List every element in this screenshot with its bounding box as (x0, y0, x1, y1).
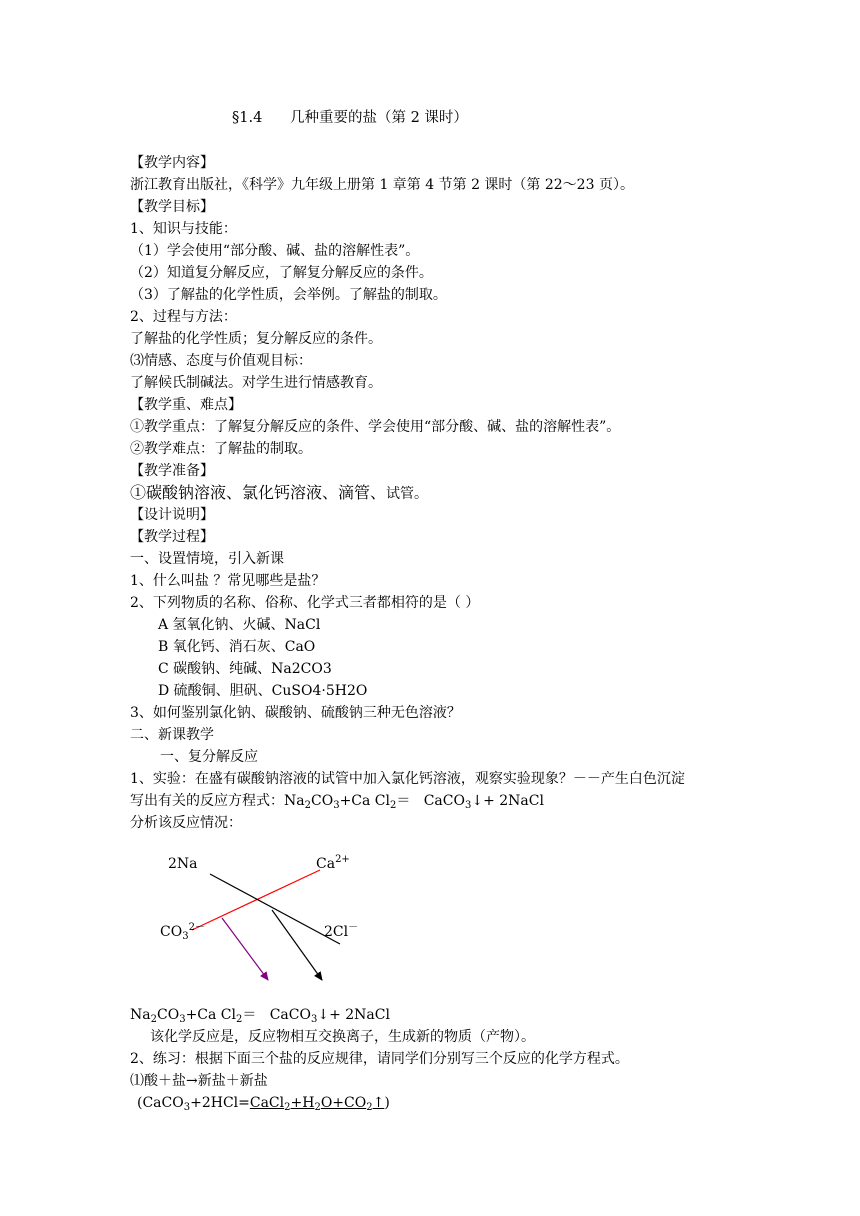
option-d: D 硫酸铜、胆矾、CuSO4·5H2O (158, 683, 368, 699)
black-line (210, 874, 340, 944)
goal-1a: （1）学会使用“部分酸、碱、盐的溶解性表”。 (130, 243, 420, 259)
heading-process: 【教学过程】 (130, 529, 214, 545)
heading-design: 【设计说明】 (130, 507, 214, 523)
content-text: 浙江教育出版社，《科学》九年级上册第 1 章第 4 节第 2 课时（第 22～23 页）。 (130, 177, 634, 193)
purple-arrow (222, 918, 268, 980)
goal-2: 2、过程与方法： (130, 309, 237, 325)
exercise-2: 2、练习：根据下面三个盐的反应规律，请同学们分别写三个反应的化学方程式。 (130, 1051, 629, 1067)
equation-intro: 写出有关的反应方程式： (130, 793, 284, 809)
conclusion: 该化学反应是，反应物相互交换离子，生成新的物质（产物）。 (150, 1029, 535, 1045)
heading-goals: 【教学目标】 (130, 199, 214, 215)
ion-co3: $CO_3^{2-}$ (160, 922, 205, 942)
heading-key-points: 【教学重、难点】 (130, 397, 242, 413)
red-line (192, 870, 320, 930)
goal-3-text: 了解候氏制碱法。对学生进行情感教育。 (130, 375, 382, 391)
rule-1-equation: $(CaCO_3+2HCl=CaCl_2+H_2O+CO_2↑)$ (137, 1095, 390, 1113)
key-point-1: ①教学重点：了解复分解反应的条件、学会使用“部分酸、碱、盐的溶解性表”。 (130, 419, 621, 435)
option-c: C 碳酸钠、纯碱、Na2CO3 (158, 661, 332, 677)
goal-2-text: 了解盐的化学性质；复分解反应的条件。 (130, 331, 382, 347)
ion-exchange-diagram (130, 834, 770, 1004)
experiment-1: 1、实验：在盛有碳酸钠溶液的试管中加入氯化钙溶液，观察实验现象？－－产生白色沉淀 (130, 771, 685, 787)
option-b: B 氧化钙、消石灰、CaO (158, 639, 316, 655)
equation-repeat: $Na_2CO_3+Ca$ $Cl_2=$ CaCO$_3$↓+ 2NaCl (130, 1007, 390, 1025)
goal-1c: （3）了解盐的化学性质，会举例。了解盐的制取。 (130, 287, 447, 303)
question-1: 1、什么叫盐 ？常见哪些是盐？ (130, 573, 326, 589)
section-1: 一、设置情境，引入新课 (130, 551, 284, 567)
heading-preparation: 【教学准备】 (130, 463, 214, 479)
option-a: A 氢氧化钠、火碱、NaCl (158, 617, 321, 633)
ion-exchange-lines (130, 834, 770, 1004)
preparation-main: ①碳酸钠溶液、氯化钙溶液、滴管、 (130, 483, 387, 502)
section-2: 二、新课教学 (130, 727, 214, 743)
preparation-tail: 试管。 (386, 486, 429, 502)
question-2: 2、下列物质的名称、俗称、化学式三者都相符的是（ ） (130, 595, 480, 611)
question-3: 3、如何鉴别氯化钠、碳酸钠、硫酸钠三种无色溶液？ (130, 705, 461, 721)
goal-1b: （2）知道复分解反应，了解复分解反应的条件。 (130, 265, 433, 281)
ion-ca: $Ca^{2+}$ (316, 854, 350, 872)
key-point-2: ②教学难点：了解盐的制取。 (130, 441, 312, 457)
page-title: §1.4 几种重要的盐（第 2 课时） (232, 110, 468, 126)
heading-content: 【教学内容】 (130, 155, 214, 171)
rule-1: ⑴酸＋盐→新盐＋新盐 (130, 1073, 268, 1089)
ion-cl: 2Cl－ (324, 922, 359, 940)
goal-3: ⑶情感、态度与价值观目标： (130, 353, 312, 369)
equation-line: 写出有关的反应方程式：$Na_2CO_3+Ca$ $Cl_2=$ CaCO$_3$↓+ 2NaCl (130, 793, 544, 811)
analyze-text: 分析该反应情况： (130, 815, 242, 831)
preparation-text (130, 482, 770, 504)
ion-na: 2Na (168, 856, 198, 872)
goal-1: 1、知识与技能： (130, 221, 237, 237)
document-body (130, 152, 770, 1114)
subsection-1: 一、复分解反应 (160, 749, 258, 765)
